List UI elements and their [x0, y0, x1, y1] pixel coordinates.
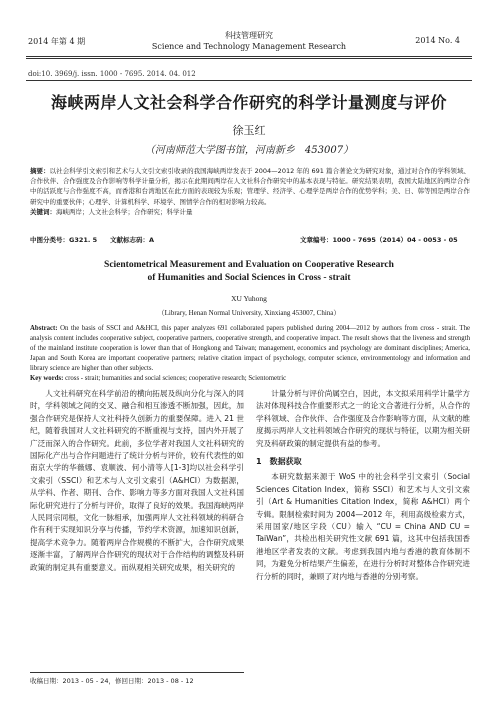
affiliation-en: （Library, Henan Normal University, Xinxiang 453007, China） — [157, 309, 341, 317]
doi-rule — [26, 80, 472, 81]
abstract-en — [30, 324, 470, 384]
title-en — [0, 259, 498, 285]
affiliation: （河南师范大学图书馆，河南新乡 453007） — [144, 145, 354, 156]
journal-name-cn: 科技管理研究 — [225, 31, 273, 40]
page-title: 海峡两岸人文社会科学合作研究的科学计量测度与评价 — [50, 93, 447, 112]
article-number: 文章编号：1000 - 7695（2014）04 - 0053 - 05 — [300, 236, 458, 244]
abstract-en-text: On the basis of SSCI and A&HCI, this paper analyzes 691 collaborated papers published during 2004—2012 by authors from cross - strait. The analysis content includes cooperative subject, cooperative partners, cooperative strength, and cooperative impact. The result shows that the liveness and strength of the mainland institute cooperation is lower than that of Hongkong and Taiwan; management, economics and psychology are dominant disciplines; America, Japan and South Korea are important cooperative partners; relative citation impact of psychology, computer science, environmentology and information and library science are higher than other subjects. — [30, 325, 471, 372]
keywords-en-text: cross - strait; humanities and social sciences; cooperative research; Scientometric — [65, 375, 287, 382]
body-left-column — [30, 388, 244, 574]
journal-issue-en: 2014 No. 4 — [415, 36, 460, 45]
body-paragraph: 计量分析与评价尚属空白，因此，本文拟采用科学计量学方法对体现科技合作重要形式之一的论文合著进行分析，从合作的学科领域、合作伙伴、合作强度及合作影响等方面，从文献的维度揭示两岸人文社科领域合作研究的现状与特征，以期为相关研究及科研政策的制定提供有益的参考。 — [256, 389, 470, 448]
header-rule-thin — [26, 58, 472, 59]
journal-issue: 2014 年第 4 期 — [28, 37, 86, 46]
author-en: XU Yuhong — [231, 294, 267, 303]
body-paragraph: 人文社科研究在科学前沿的横向拓展及纵向分化与深入的同时，学科领域之间的交叉、融合和相互渗透不断加强，因此，加强合作研究是保持人文社科持久创新力的重要保障。进入 21 世纪，随着我国对人文社科研究的不断重视与支持，国内外开展了广泛而深入的合作研究。此前，多位学者对我国人文社科研究的国际化产出与合作问题进行了统计分析与评价，较有代表性的如南京大学的华薇娜、袁顺波、何小清等人[1-3]均以社会科学引文索引（SSCI）和艺术与人文引文索引（A&HCI）为数据源，从学科、作者、期刊、合作、影响力等多方面对我国人文社科国际化研究进行了分析与评价，取得了良好的效果。我国海峡两岸人民同宗同根，文化一脉相承，加强两岸人文社科领域的科研合作有利于实现知识分享与传播，节约学术资源，加速知识创新，提高学术竞争力。随着两岸合作规模的不断扩大，合作研究成果逐渐丰富，了解两岸合作研究的现状对于合作结构的调整及科研政策的制定具有重要意义。而纵观相关研究成果，相关研究的 — [30, 389, 244, 572]
keywords-cn-label: 关键词： — [30, 207, 56, 216]
footnote: 收稿日期：2013 - 05 - 24，修回日期：2013 - 08 - 12 — [30, 672, 244, 685]
keywords-cn-text: 海峡两岸；人文社会科学；合作研究；科学计量 — [56, 207, 193, 216]
header-rule — [26, 56, 472, 57]
journal-name-en: Science and Technology Management Research — [151, 42, 347, 51]
abstract-en-label: Abstract: — [30, 325, 58, 332]
abstract-cn — [30, 166, 470, 217]
doc-code: 文献标志码：A — [110, 236, 155, 244]
body-right-column — [256, 388, 470, 583]
doi: doi:10. 3969/j. issn. 1000 - 7695. 2014. 04. 012 — [28, 70, 196, 78]
author: 徐玉红 — [232, 124, 266, 137]
abstract-cn-label: 摘要： — [30, 167, 50, 175]
title-en-text: Scientometrical Measurement and Evaluation on Cooperative Research of Humanities and Social Sciences in Cross - strait — [104, 260, 394, 283]
body-paragraph: 本研究数据来源于 WoS 中的社会科学引文索引（Social Sciences Citation Index，简称 SSCI）和艺术与人文引文索引（Art & Humanities Citation Index，简称 A&HCI）两个专辑。限制检索时间为 2004—2012 年，利用高级检索方式，采用国家/地区字段（CU）输入 “CU = China AND CU = TaiWan”，共检出相关研究性文献 691 篇，这其中包括我国香港地区学者发表的文献。考虑到我国内地与香港的教育体制不同，为避免分析结果产生偏差，在进行分析时对整体合作研究进行分析的同时，兼顾了对内地与香港的分别考察。 — [256, 472, 470, 581]
section-heading: 1 数据获取 — [256, 457, 302, 467]
abstract-cn-text: 以社会科学引文索引和艺术与人文引文索引收录的我国海峡两岸发表于 2004—2012 年的 691 篇合著论文为研究对象，通过对合作的学科领域、合作伙伴、合作强度及合作影响等科学计量分析，揭示在此期间两岸在人文社科合作研究中的基本表现与特征。研究结果表明，我国大陆地区的两岸合作中的活跃度与合作强度不高，而香港和台湾地区在此方面的表现较为乐观；管理学、经济学、心理学是两岸合作的优势学科；美、日、韩等国是两岸合作研究中的重要伙伴；心理学、计算机科学、环境学、图情学合作的相对影响力较高。 — [30, 167, 470, 206]
clc-number: 中图分类号：G321. 5 — [30, 236, 98, 244]
keywords-en-label: Key words: — [30, 375, 64, 382]
